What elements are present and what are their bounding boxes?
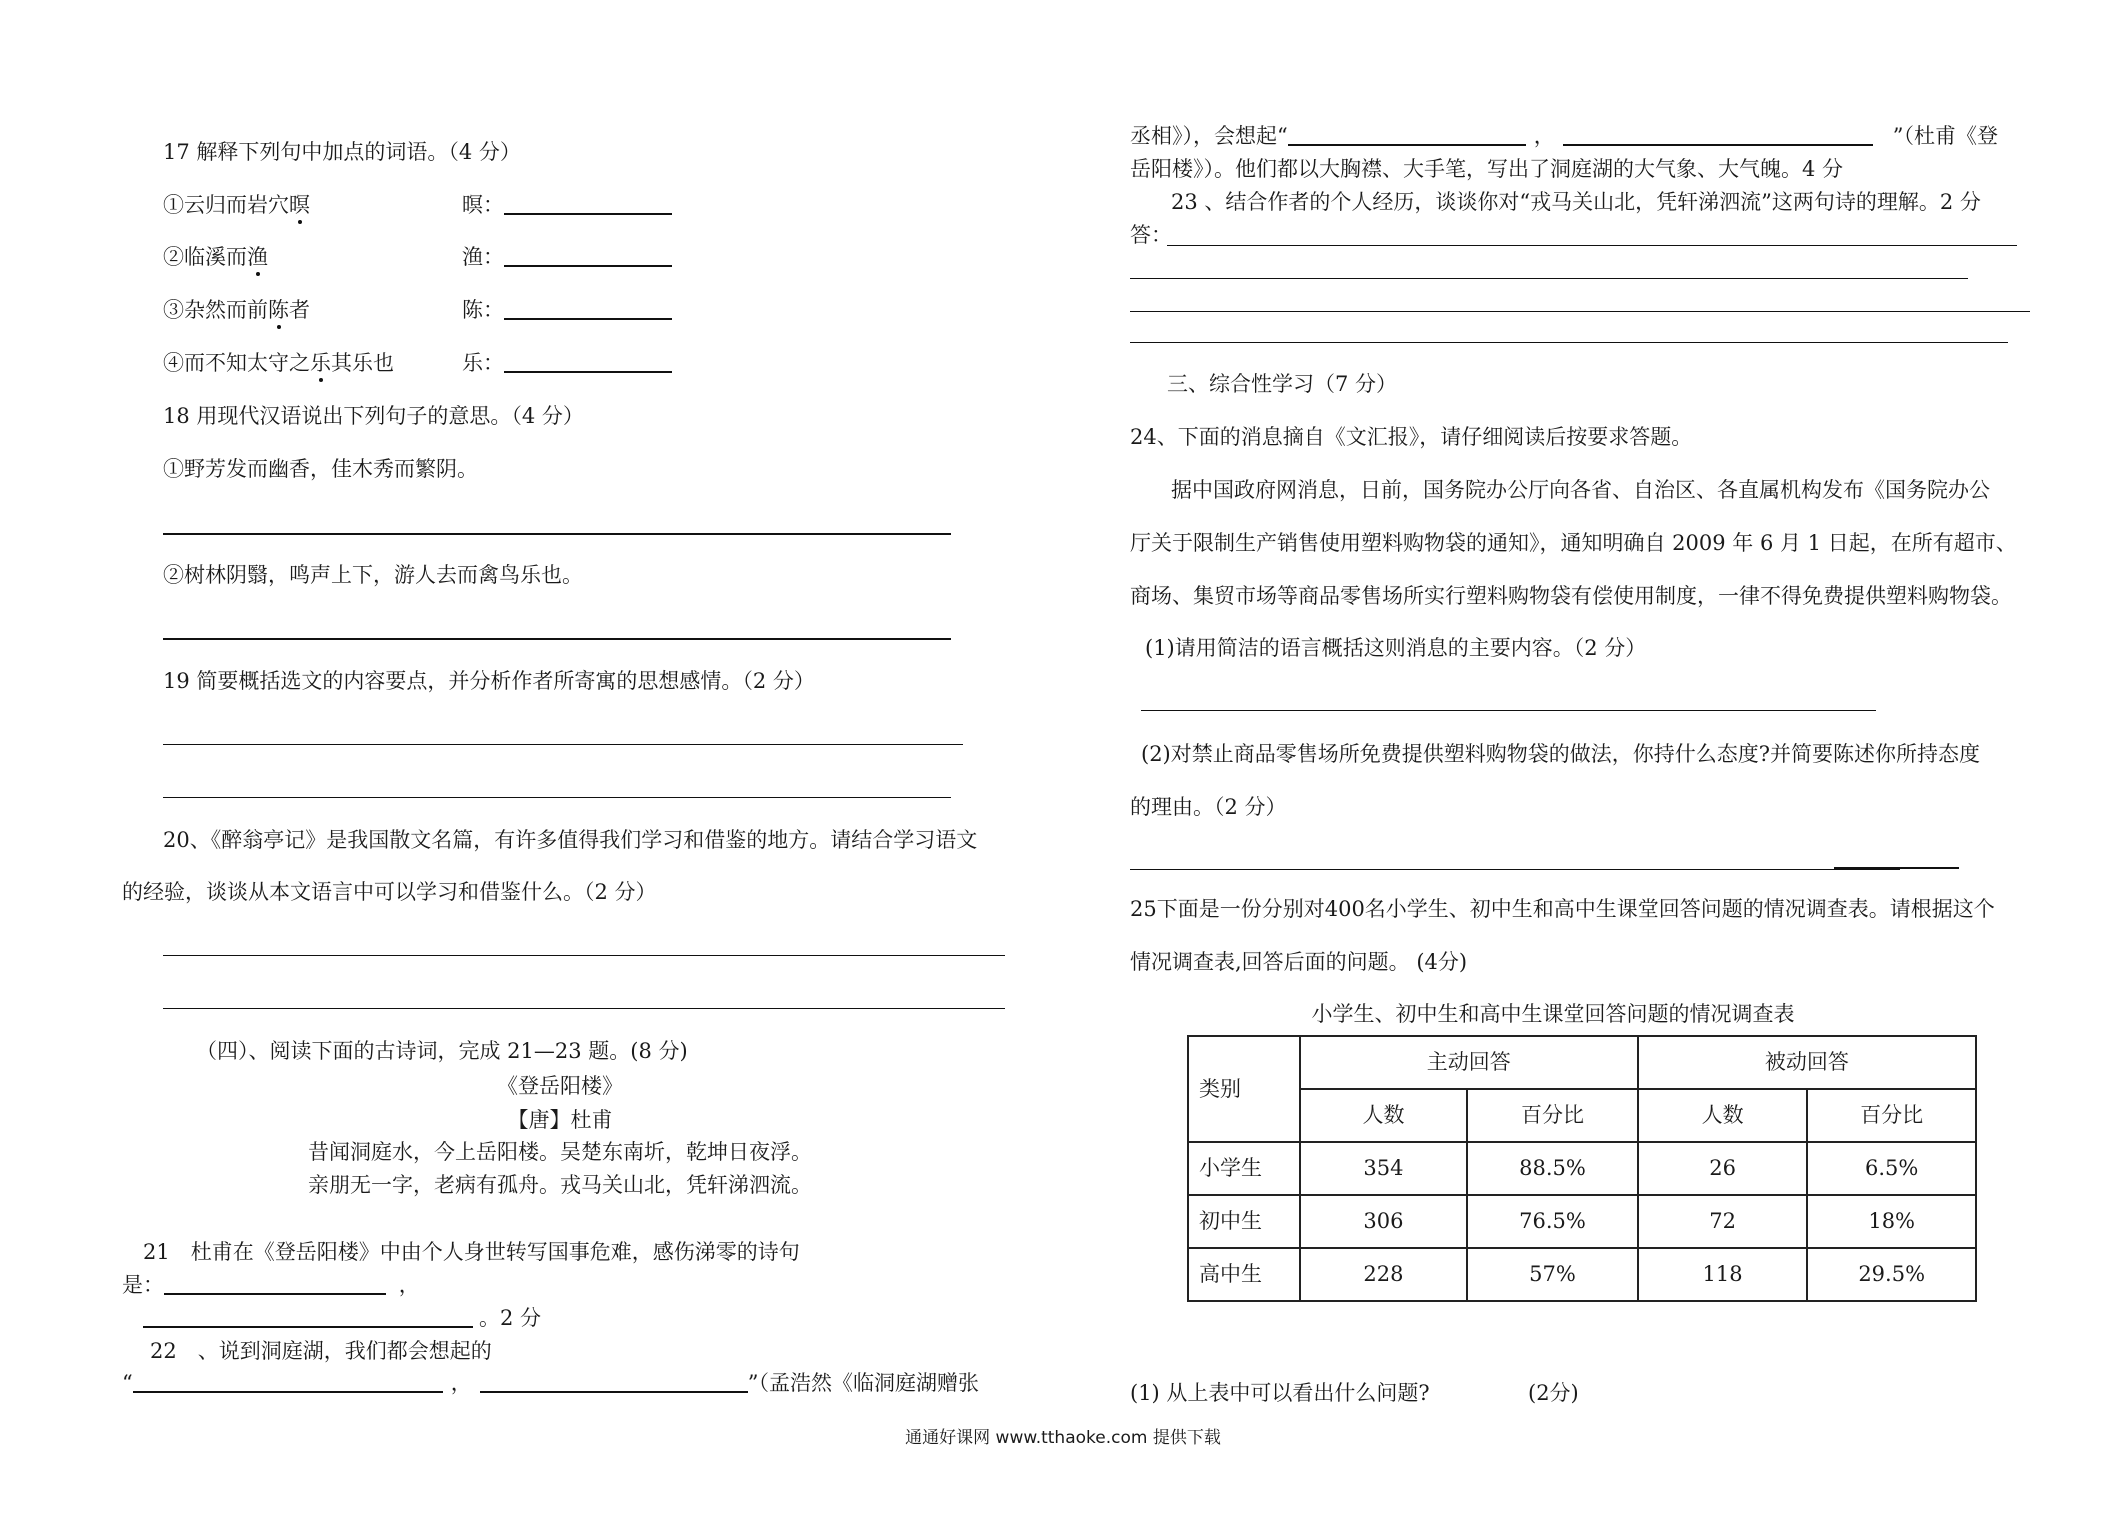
- cell-active-percent: 88.5%: [1467, 1142, 1638, 1195]
- q24-title: 24、下面的消息摘自《文汇报》，请仔细阅读后按要求答题。: [1130, 425, 1693, 449]
- answer-blank[interactable]: [133, 1391, 443, 1393]
- q19-title: 19 简要概括选文的内容要点，并分析作者所寄寓的思想感情。（2 分）: [163, 669, 815, 693]
- answer-blank[interactable]: [1288, 144, 1526, 146]
- cell-passive-percent: 6.5%: [1807, 1142, 1976, 1195]
- q25-line-2: 情况调查表,回答后面的问题。 (4分): [1130, 950, 1468, 974]
- answer-line[interactable]: [163, 955, 1005, 956]
- q24-sub-1: (1)请用简洁的语言概括这则消息的主要内容。（2 分）: [1145, 636, 1647, 660]
- cell-passive-count: 72: [1638, 1195, 1808, 1248]
- q17-item-4: ④而不知太守之乐其乐也: [163, 351, 394, 375]
- q24-paragraph-3: 商场、集贸市场等商品零售场所实行塑料购物袋有偿使用制度，一律不得免费提供塑料购物袋。: [1130, 584, 2012, 608]
- table-title: 小学生、初中生和高中生课堂回答问题的情况调查表: [1311, 1002, 1795, 1026]
- subheader-percent: 百分比: [1467, 1089, 1638, 1142]
- cell-active-count: 228: [1300, 1248, 1468, 1301]
- answer-blank[interactable]: [504, 371, 672, 373]
- header-category: 类别: [1188, 1036, 1300, 1142]
- q24-sub-2-line-2: 的理由。（2 分）: [1130, 795, 1287, 819]
- answer-line[interactable]: [1141, 710, 1876, 711]
- answer-line[interactable]: [1167, 245, 2017, 246]
- answer-line[interactable]: [1130, 278, 1968, 279]
- table-row: [1188, 1248, 1976, 1301]
- answer-line[interactable]: [163, 1008, 1005, 1009]
- cell-active-percent: 57%: [1467, 1248, 1638, 1301]
- q24-sub-2-line-1: (2)对禁止商品零售场所免费提供塑料购物袋的做法，你持什么态度?并简要陈述你所持态度: [1141, 742, 1981, 766]
- survey-table: [1187, 1035, 1977, 1302]
- table-row: [1188, 1142, 1976, 1195]
- page-footer: 通通好课网 www.tthaoke.com 提供下载: [905, 1428, 1221, 1448]
- q22-cont-line-2: 岳阳楼》）。他们都以大胸襟、大手笔，写出了洞庭湖的大气象、大气魄。4 分: [1130, 157, 1844, 181]
- cell-passive-count: 26: [1638, 1142, 1808, 1195]
- q21-line-2: 是： ，: [122, 1273, 420, 1297]
- header-active: 主动回答: [1300, 1036, 1638, 1089]
- q25-line-1: 25下面是一份分别对400名小学生、初中生和高中生课堂回答问题的情况调查表。请根据这个: [1130, 897, 1995, 921]
- section-4-title: （四）、阅读下面的古诗词，完成 21—23 题。(8 分): [196, 1039, 688, 1063]
- q17-item-3: ③杂然而前陈者: [163, 298, 310, 322]
- q22-line-1: 22 、说到洞庭湖，我们都会想起的: [150, 1339, 492, 1363]
- q17-item-2: ②临溪而渔: [163, 245, 268, 269]
- section-3-title: 三、综合性学习（7 分）: [1167, 372, 1398, 396]
- q21-line-1: 21 杜甫在《登岳阳楼》中由个人身世转写国事危难，感伤涕零的诗句: [143, 1240, 800, 1264]
- poem-title: 《登岳阳楼》: [497, 1074, 623, 1098]
- right-column: [1063, 0, 2126, 1536]
- header-passive: 被动回答: [1638, 1036, 1976, 1089]
- subheader-count: 人数: [1300, 1089, 1468, 1142]
- answer-line[interactable]: [1130, 342, 2008, 343]
- q23-title: 23 、结合作者的个人经历，谈谈你对“戎马关山北，凭轩涕泗流”这两句诗的理解。2 分: [1171, 190, 1981, 214]
- q17-key-2: 渔：: [462, 247, 672, 268]
- q17-key-3: 陈：: [462, 300, 672, 321]
- cell-active-count: 306: [1300, 1195, 1468, 1248]
- q18-sentence-2: ②树林阴翳，鸣声上下，游人去而禽鸟乐也。: [163, 563, 583, 587]
- q18-title: 18 用现代汉语说出下列句子的意思。（4 分）: [163, 404, 584, 428]
- cell-passive-count: 118: [1638, 1248, 1808, 1301]
- q17-item-1: ①云归而岩穴暝: [163, 193, 310, 217]
- answer-line[interactable]: [163, 638, 951, 640]
- row-category: 高中生: [1188, 1248, 1300, 1301]
- answer-line[interactable]: [1834, 867, 1959, 869]
- cell-active-count: 354: [1300, 1142, 1468, 1195]
- q22-cont-line-1: 丞相》），会想起“ ， ”（杜甫《登: [1130, 124, 1998, 148]
- poem-line-2: 亲朋无一字，老病有孤舟。戎马关山北，凭轩涕泗流。: [308, 1173, 812, 1197]
- q23-answer-label: 答：: [1130, 223, 1172, 247]
- row-category: 初中生: [1188, 1195, 1300, 1248]
- answer-line[interactable]: [163, 744, 963, 745]
- table-row: [1188, 1195, 1976, 1248]
- answer-blank[interactable]: [504, 213, 672, 215]
- subheader-count: 人数: [1638, 1089, 1808, 1142]
- q24-paragraph-2: 厅关于限制生产销售使用塑料购物袋的通知》，通知明确自 2009 年 6 月 1 日起，在所有超市、: [1130, 531, 2017, 555]
- answer-blank[interactable]: [504, 318, 672, 320]
- cell-passive-percent: 29.5%: [1807, 1248, 1976, 1301]
- poem-author: 【唐】杜甫: [507, 1108, 613, 1132]
- row-category: 小学生: [1188, 1142, 1300, 1195]
- table-header-row: [1188, 1036, 1976, 1089]
- answer-blank[interactable]: [504, 265, 672, 267]
- q17-key-4: 乐：: [462, 353, 672, 374]
- q25-sub-1: (1) 从上表中可以看出什么问题?: [1130, 1381, 1430, 1405]
- cell-passive-percent: 18%: [1807, 1195, 1976, 1248]
- q20-line-1: 20、《醉翁亭记》是我国散文名篇，有许多值得我们学习和借鉴的地方。请结合学习语文: [163, 828, 978, 852]
- q21-line-3: 。2 分: [143, 1308, 541, 1329]
- q18-sentence-1: ①野芳发而幽香，佳木秀而繁阴。: [163, 457, 478, 481]
- q25-sub-1-points: (2分): [1528, 1381, 1579, 1405]
- cell-active-percent: 76.5%: [1467, 1195, 1638, 1248]
- q24-paragraph-1: 据中国政府网消息，日前，国务院办公厅向各省、自治区、各直属机构发布《国务院办公: [1171, 478, 1990, 502]
- answer-line[interactable]: [1130, 869, 1900, 870]
- q17-key-1: 暝：: [462, 195, 672, 216]
- q22-line-2: “ ， ”（孟浩然《临洞庭湖赠张: [122, 1371, 979, 1395]
- answer-blank[interactable]: [164, 1293, 386, 1295]
- table-subheader-row: [1188, 1089, 1976, 1142]
- answer-blank[interactable]: [480, 1391, 748, 1393]
- q20-line-2: 的经验，谈谈从本文语言中可以学习和借鉴什么。（2 分）: [122, 880, 657, 904]
- answer-line[interactable]: [163, 797, 951, 798]
- answer-blank[interactable]: [1563, 144, 1873, 146]
- subheader-percent: 百分比: [1807, 1089, 1976, 1142]
- answer-line[interactable]: [163, 533, 951, 535]
- answer-line[interactable]: [1130, 311, 2030, 312]
- poem-line-1: 昔闻洞庭水，今上岳阳楼。吴楚东南圻，乾坤日夜浮。: [308, 1140, 812, 1164]
- answer-blank[interactable]: [143, 1326, 473, 1328]
- q17-title: 17 解释下列句中加点的词语。（4 分）: [163, 140, 521, 164]
